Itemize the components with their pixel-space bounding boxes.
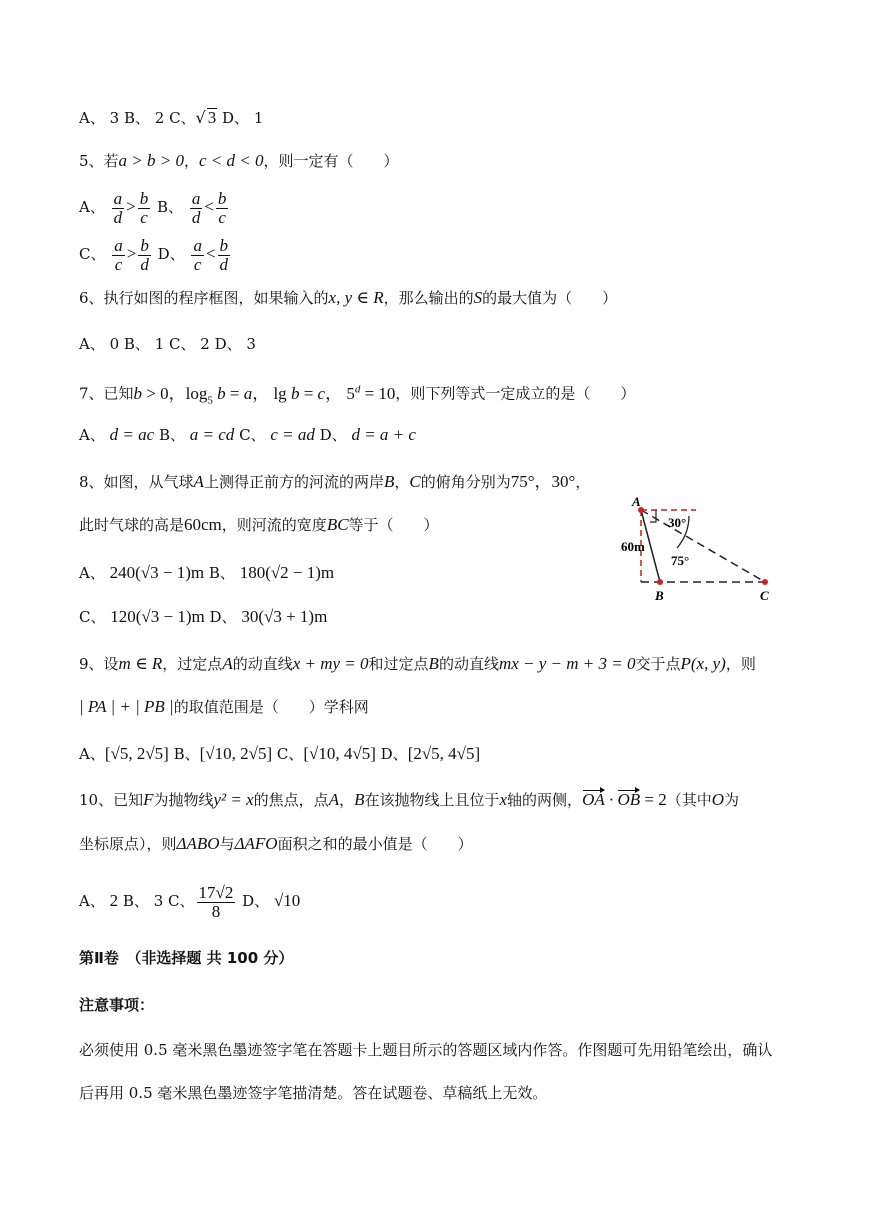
q6-var-s: S <box>473 288 483 307</box>
q4-option-b: B、 2 <box>123 109 165 127</box>
q10-triangle-afo: ΔAFO <box>234 834 278 853</box>
notice-heading: 注意事项： <box>79 996 155 1014</box>
q5-option-d: D、 <box>157 245 185 263</box>
q10-text-5: 在该抛物线上且位于 <box>364 791 500 809</box>
q9-expression: | PA | + | PB | <box>79 697 174 716</box>
q9-text-6: 交于点 <box>635 655 681 673</box>
fraction-a-over-d: $\frac{a}{d}$ <box>191 188 201 227</box>
q5-option-a: A、 <box>79 198 105 216</box>
q9-line-2 <box>79 697 369 717</box>
q10-option-b: B、 3 <box>122 892 164 910</box>
q4-option-c-radicand: 3 <box>207 108 217 127</box>
q7-option-c-math: c = ad <box>270 425 315 444</box>
q5-stem-tail: ，则一定有（ ） <box>263 152 399 170</box>
q10-triangle-abo: ΔABO <box>176 834 220 853</box>
q8-option-b-math: 180(√2 − 1)m <box>239 563 335 582</box>
q6-options: A、 0 B、 1 C、 2 D、 3 <box>79 335 256 353</box>
q10-text-6: 轴的两侧， <box>507 791 583 809</box>
fraction-b-over-d: $\frac{b}{d}$ <box>219 235 229 274</box>
q9-m-in-r: m ∈ R <box>118 654 163 673</box>
q8-text-3: 的俯角分别为 <box>420 473 511 491</box>
q7-options <box>79 425 416 445</box>
q5-options-ab: A、 $\frac{a}{d}$ > $\frac{b}{c}$ B、 $\frac{a}{d}$ < $\frac{b}{c}$ <box>79 188 227 227</box>
q10-parabola: y² = x <box>213 790 254 809</box>
label-30-degrees: 30° <box>668 515 687 530</box>
q7-option-b-math: a = cd <box>189 425 235 444</box>
q10-text-10: 与 <box>219 835 235 853</box>
q10-x-axis: x <box>499 790 508 809</box>
q6-stem-tail: 的最大值为（ ） <box>482 289 618 307</box>
sqrt-sign: √ <box>195 108 206 127</box>
label-b: B <box>655 588 664 603</box>
q4-option-c: C、 <box>169 109 196 127</box>
q9-equation-1: x + my = 0 <box>292 654 369 673</box>
fraction-a-over-d: $\frac{a}{d}$ <box>113 188 123 227</box>
q10-line-1: 10、已知F为抛物线y² = x的焦点，点A，B在该抛物线上且位于x轴的两侧，OA · OB = 2（其中O为 <box>79 790 740 809</box>
fraction-b-over-d: $\frac{b}{d}$ <box>140 235 149 274</box>
q10-fraction-numerator: 17√2 <box>198 882 234 902</box>
q7-stem <box>79 379 635 410</box>
q9-option-d: D、 <box>380 745 408 763</box>
q5-condition-2: c < d < 0 <box>199 151 264 170</box>
q8-text-1: 8、如图，从气球 <box>79 473 194 491</box>
q10-dot-product: OA · OB <box>582 790 641 809</box>
right-angle-mark <box>650 510 656 522</box>
line-ac <box>641 510 765 582</box>
q7-option-b: B、 <box>158 426 185 444</box>
q8-point-a: A <box>193 472 204 491</box>
balloon-river-figure <box>620 490 790 605</box>
q8-option-c-math: 120(√3 − 1)m <box>110 607 205 626</box>
q10-fraction-denominator: 8 <box>211 901 221 921</box>
fraction-a-over-c: $\frac{a}{c}$ <box>114 235 123 274</box>
q9-option-b: B、 <box>173 745 200 763</box>
q10-origin-o: O <box>711 790 725 809</box>
point-c-dot <box>762 579 768 585</box>
q9-option-a: A、 <box>79 745 105 763</box>
q6-variables: x, y ∈ R <box>328 288 384 307</box>
q9-text-1: 9、设 <box>79 655 119 673</box>
q7-option-d: D、 <box>319 426 347 444</box>
q9-option-a-math: [√5, 2√5] <box>104 744 169 763</box>
q7-option-c: C、 <box>239 426 266 444</box>
q10-text-7: （其中 <box>666 791 712 809</box>
q10-text-1: 10、已知 <box>79 791 144 809</box>
q5-option-c: C、 <box>79 245 106 263</box>
q9-text-3: 的动直线 <box>232 655 293 673</box>
q5-condition-1: a > b > 0 <box>118 151 184 170</box>
q9-option-b-math: [√10, 2√5] <box>199 744 273 763</box>
q7-stem-text: 7、已知 <box>79 384 134 403</box>
q8-option-a: A、 <box>79 564 105 582</box>
q7-option-a-math: d = ac <box>109 425 155 444</box>
q10-option-d-math: √10 <box>273 891 301 910</box>
q8-options-ab <box>79 563 334 583</box>
q8-option-c: C、 <box>79 608 106 626</box>
point-b-dot <box>657 579 663 585</box>
q8-option-b: B、 <box>208 564 235 582</box>
q10-text-2: 为抛物线 <box>153 791 214 809</box>
q10-text-8: 为 <box>724 791 740 809</box>
q4-option-d: D、 1 <box>222 109 264 127</box>
q6-stem <box>79 288 617 308</box>
q9-text-4: 和过定点 <box>368 655 429 673</box>
label-75-degrees: 75° <box>671 553 690 568</box>
q7-conditions: b > 0，$\log_5 b = a$， lg b = c， $5^d = 10$ <box>133 383 396 407</box>
q10-focus-f: F <box>143 790 154 809</box>
q10-line-2 <box>79 834 473 854</box>
q10-text-4: ， <box>339 791 355 809</box>
q4-option-a: A、 3 <box>79 109 120 127</box>
q9-equation-2: mx − y − m + 3 = 0 <box>498 654 636 673</box>
q10-option-d: D、 <box>242 892 270 910</box>
q8-option-d-math: 30(√3 + 1)m <box>241 607 328 626</box>
q7-stem-tail: ，则下列等式一定成立的是（ ） <box>395 384 636 403</box>
q7-option-d-math: d = a + c <box>351 425 416 444</box>
q8-option-d: D、 <box>209 608 237 626</box>
q6-stem-text: 6、执行如图的程序框图，如果输入的 <box>79 289 329 307</box>
q8-point-c: C <box>409 472 421 491</box>
q8-height: 60cm <box>184 515 222 534</box>
q4-options <box>79 108 263 128</box>
q10-option-c: C、 <box>168 892 195 910</box>
q6-stem-mid: ，那么输出的 <box>383 289 474 307</box>
q10-text-11: 面积之和的最小值是（ ） <box>277 835 473 853</box>
q10-option-a-math: 2 <box>109 891 119 910</box>
q9-text-8: 的取值范围是（ ）学科网 <box>173 698 369 716</box>
q5-separator: ， <box>184 152 200 170</box>
q8-segment-bc: BC <box>326 515 349 534</box>
label-height: 60m <box>621 539 645 554</box>
label-c: C <box>760 588 769 603</box>
notice-paragraph-2: 后再用 0.5 毫米黑色墨迹签字笔描清楚。答在试题卷、草稿纸上无效。 <box>79 1084 548 1102</box>
q8-option-a-math: 240(√3 − 1)m <box>109 563 205 582</box>
q9-option-c: C、 <box>276 745 304 763</box>
q5-option-b: B、 <box>157 198 184 216</box>
q10-options <box>79 880 300 922</box>
q8-text-4: 此时气球的高是 <box>79 516 185 534</box>
q8-text-6: 等于（ ） <box>348 516 439 534</box>
q8-text-2: 上测得正前方的河流的两岸 <box>203 473 384 491</box>
q9-text-5: 的动直线 <box>438 655 499 673</box>
q8-text-5: ，则河流的宽度 <box>221 516 327 534</box>
q9-option-d-math: [2√5, 4√5] <box>407 744 481 763</box>
section-title: 第Ⅱ卷 （非选择题 共 100 分） <box>79 949 294 967</box>
q10-text-9: 坐标原点），则 <box>79 835 177 853</box>
q9-text-2: ，过定点 <box>162 655 223 673</box>
q7-option-a: A、 <box>79 426 105 444</box>
q9-options <box>79 744 480 764</box>
q9-line-1: 9、设m ∈ R，过定点A的动直线x + my = 0和过定点B的动直线mx − y − m + 3 = 0交于点P(x, y)，则 <box>79 654 756 673</box>
q10-dot-value: = 2 <box>644 790 667 809</box>
fraction-a-over-c: $\frac{a}{c}$ <box>193 235 202 274</box>
label-a: A <box>632 494 641 509</box>
q9-option-c-math: [√10, 4√5] <box>303 744 376 763</box>
q10-fraction <box>197 884 236 921</box>
fraction-b-over-c: $\frac{b}{c}$ <box>139 188 149 227</box>
q10-option-a: A、 <box>79 892 105 910</box>
q8-line-2 <box>79 515 439 535</box>
q10-text-3: 的焦点，点 <box>253 791 329 809</box>
q9-point-p: P(x, y) <box>680 654 726 673</box>
fraction-b-over-c: $\frac{b}{c}$ <box>217 188 227 227</box>
notice-paragraph-1: 必须使用 0.5 毫米黑色墨迹签字笔在答题卡上题目所示的答题区域内作答。作图题可先用铅笔绘出，确认 <box>79 1041 773 1059</box>
q5-stem-text: 5、若 <box>79 152 119 170</box>
q8-point-b: B <box>383 472 395 491</box>
q9-text-7: ，则 <box>725 655 756 673</box>
q8-angles: 75°，30° <box>510 472 576 491</box>
q5-options-cd: C、 $\frac{a}{c}$ > $\frac{b}{d}$ D、 $\frac{a}{c}$ < $\frac{b}{d}$ <box>79 235 229 274</box>
q5-stem <box>79 151 399 171</box>
q8-options-cd <box>79 607 327 627</box>
q8-line-1: 8、如图，从气球A上测得正前方的河流的两岸B，C的俯角分别为75°，30°， <box>79 472 591 491</box>
